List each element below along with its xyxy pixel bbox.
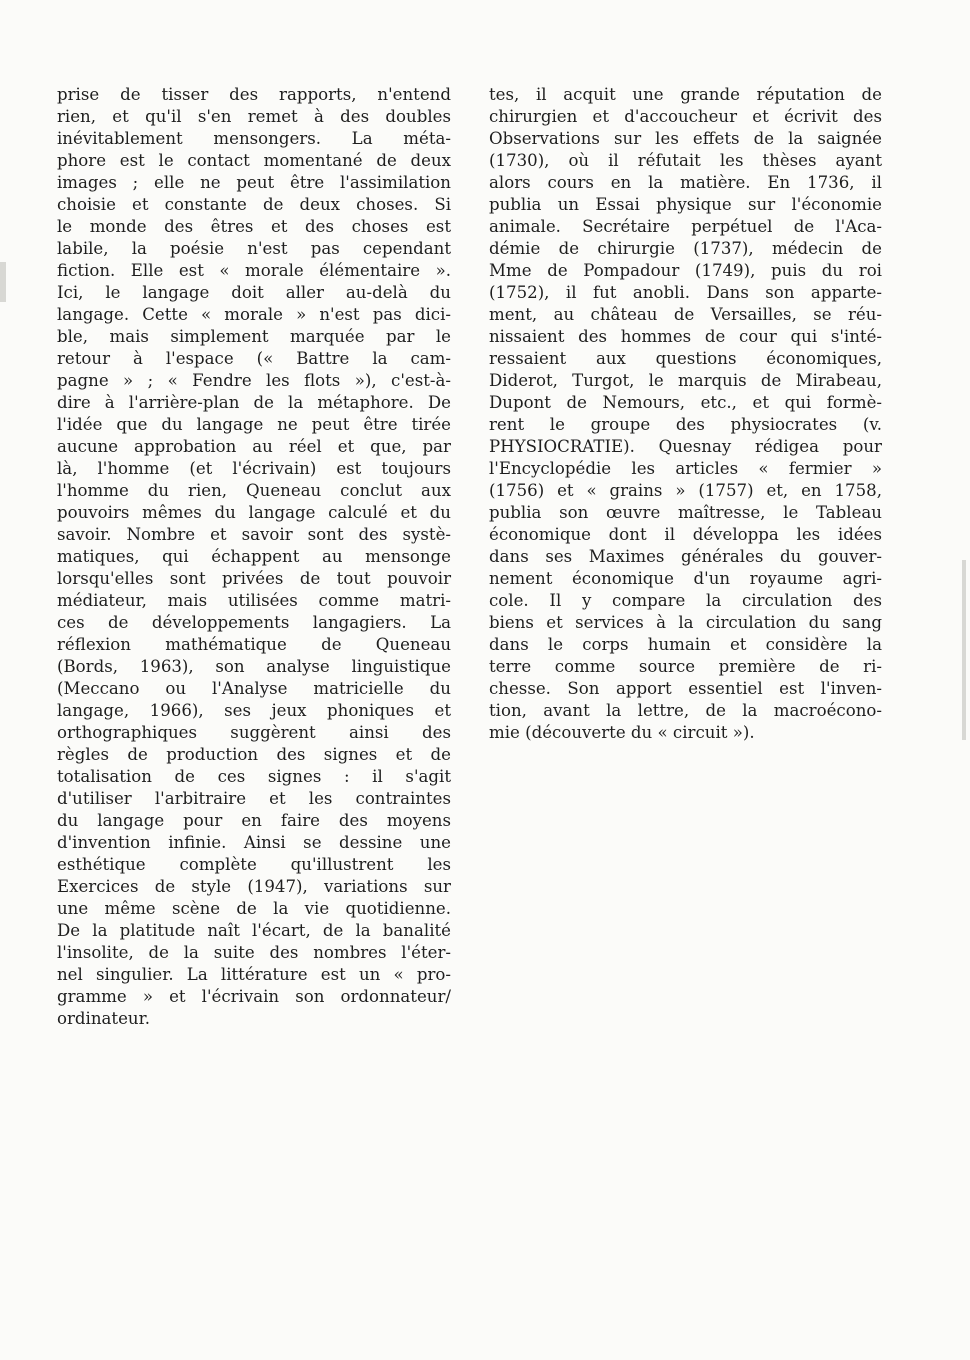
text-line: règles de production des signes et de xyxy=(57,745,451,764)
text-line: phore est le contact momentané de deux xyxy=(57,151,451,170)
text-line: animale. Secrétaire perpétuel de l'Aca- xyxy=(489,217,882,236)
text-line: terre comme source première de ri- xyxy=(489,657,882,676)
text-line: alors cours en la matière. En 1736, il xyxy=(489,173,882,192)
text-line: tion, avant la lettre, de la macroécono- xyxy=(489,701,882,720)
text-line: gramme » et l'écrivain son ordonnateur/ xyxy=(57,987,451,1006)
scan-edge-mark-left xyxy=(0,262,6,302)
text-line: pagne » ; « Fendre les flots »), c'est-à- xyxy=(57,371,451,390)
text-line: réflexion mathématique de Queneau xyxy=(57,635,451,654)
text-line: aucune approbation au réel et que, par xyxy=(57,437,451,456)
text-line: l'idée que du langage ne peut être tirée xyxy=(57,415,451,434)
text-line: retour à l'espace (« Battre la cam- xyxy=(57,349,451,368)
text-line: l'homme du rien, Queneau conclut aux xyxy=(57,481,451,500)
text-line: une même scène de la vie quotidienne. xyxy=(57,899,451,918)
text-line: choisie et constante de deux choses. Si xyxy=(57,195,451,214)
text-line: langage. Cette « morale » n'est pas dici- xyxy=(57,305,451,324)
text-line: images ; elle ne peut être l'assimilation xyxy=(57,173,451,192)
text-line: labile, la poésie n'est pas cependant xyxy=(57,239,451,258)
text-line: savoir. Nombre et savoir sont des systè- xyxy=(57,525,451,544)
right-text-column xyxy=(489,84,882,744)
text-line: cole. Il y compare la circulation des xyxy=(489,591,882,610)
text-line: inévitablement mensongers. La méta- xyxy=(57,129,451,148)
text-line: (Bords, 1963), son analyse linguistique xyxy=(57,657,451,676)
text-line: dans le corps humain et considère la xyxy=(489,635,882,654)
text-line: (1756) et « grains » (1757) et, en 1758, xyxy=(489,481,882,500)
text-line: publia son œuvre maîtresse, le Tableau xyxy=(489,503,882,522)
text-line: matiques, qui échappent au mensonge xyxy=(57,547,451,566)
text-line: (1730), où il réfutait les thèses ayant xyxy=(489,151,882,170)
text-line: économique dont il développa les idées xyxy=(489,525,882,544)
text-line: nel singulier. La littérature est un « pro- xyxy=(57,965,451,984)
text-line: (Meccano ou l'Analyse matricielle du xyxy=(57,679,451,698)
text-line: orthographiques suggèrent ainsi des xyxy=(57,723,451,742)
text-line: l'Encyclopédie les articles « fermier » xyxy=(489,459,882,478)
text-line: biens et services à la circulation du sang xyxy=(489,613,882,632)
text-line: prise de tisser des rapports, n'entend xyxy=(57,85,451,104)
text-line: publia un Essai physique sur l'économie xyxy=(489,195,882,214)
text-line: médiateur, mais utilisées comme matri- xyxy=(57,591,451,610)
text-line: Dupont de Nemours, etc., et qui formè- xyxy=(489,393,882,412)
text-line: démie de chirurgie (1737), médecin de xyxy=(489,239,882,258)
text-line: lorsqu'elles sont privées de tout pouvoir xyxy=(57,569,451,588)
text-line: ordinateur. xyxy=(57,1009,150,1028)
text-line: De la platitude naît l'écart, de la banalité xyxy=(57,921,451,940)
text-line: chesse. Son apport essentiel est l'inven- xyxy=(489,679,882,698)
text-line: ces de développements langagiers. La xyxy=(57,613,451,632)
text-line: d'invention infinie. Ainsi se dessine une xyxy=(57,833,451,852)
text-line: chirurgien et d'accoucheur et écrivit des xyxy=(489,107,882,126)
text-line: ment, au château de Versailles, se réu- xyxy=(489,305,882,324)
text-line: PHYSIOCRATIE). Quesnay rédigea pour xyxy=(489,437,882,456)
text-line: ble, mais simplement marquée par le xyxy=(57,327,451,346)
text-line: Diderot, Turgot, le marquis de Mirabeau, xyxy=(489,371,882,390)
text-line: mie (découverte du « circuit »). xyxy=(489,723,755,742)
text-line: Observations sur les effets de la saignée xyxy=(489,129,882,148)
text-line: ressaient aux questions économiques, xyxy=(489,349,882,368)
text-line: (1752), il fut anobli. Dans son apparte- xyxy=(489,283,882,302)
text-line: l'insolite, de la suite des nombres l'éter- xyxy=(57,943,451,962)
text-line: Mme de Pompadour (1749), puis du roi xyxy=(489,261,882,280)
text-line: pouvoirs mêmes du langage calculé et du xyxy=(57,503,451,522)
text-line: tes, il acquit une grande réputation de xyxy=(489,85,882,104)
text-line: nissaient des hommes de cour qui s'inté- xyxy=(489,327,882,346)
text-line: Exercices de style (1947), variations sur xyxy=(57,877,451,896)
text-line: d'utiliser l'arbitraire et les contraintes xyxy=(57,789,451,808)
text-line: rent le groupe des physiocrates (v. xyxy=(489,415,882,434)
text-line: esthétique complète qu'illustrent les xyxy=(57,855,451,874)
text-line: nement économique d'un royaume agri- xyxy=(489,569,882,588)
text-line: le monde des êtres et des choses est xyxy=(57,217,451,236)
scan-edge-mark-right xyxy=(962,560,966,740)
text-line: du langage pour en faire des moyens xyxy=(57,811,451,830)
text-line: dans ses Maximes générales du gouver- xyxy=(489,547,882,566)
text-line: rien, et qu'il s'en remet à des doubles xyxy=(57,107,451,126)
left-text-column xyxy=(57,84,451,1030)
text-line: langage, 1966), ses jeux phoniques et xyxy=(57,701,451,720)
text-line: fiction. Elle est « morale élémentaire ». xyxy=(57,261,451,280)
text-line: dire à l'arrière-plan de la métaphore. De xyxy=(57,393,451,412)
text-line: totalisation de ces signes : il s'agit xyxy=(57,767,451,786)
text-line: là, l'homme (et l'écrivain) est toujours xyxy=(57,459,451,478)
text-line: Ici, le langage doit aller au-delà du xyxy=(57,283,451,302)
